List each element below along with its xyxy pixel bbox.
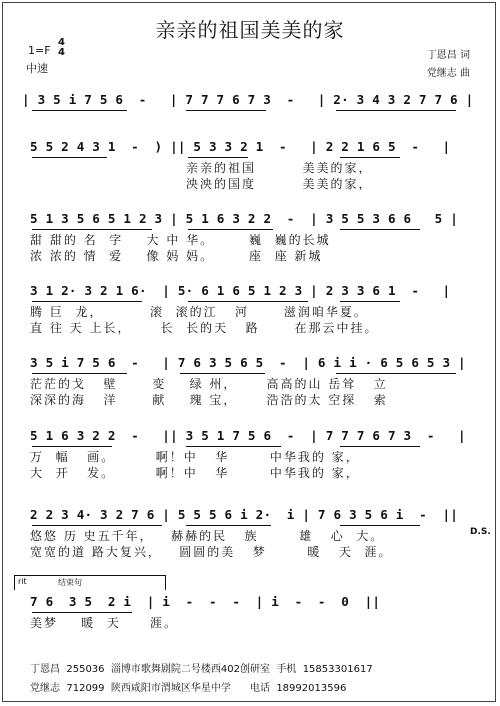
notation-line: 3 5 i 7 5 6 - | 7 6 3 5 6 5 - | 6 i i · 6 5 6 5 3 | — [30, 355, 466, 370]
footer-contact-composer: 党继志 712099 陕西咸阳市渭城区华星中学 电话 18992013596 — [30, 683, 347, 694]
beam-line — [32, 446, 112, 447]
beam-line — [32, 373, 127, 374]
notation-line: 5 1 6 3 2 2 - || 3 5 1 7 5 6 - | 7 7 7 6 7 3 - | — [30, 428, 466, 443]
beam-line — [336, 373, 456, 374]
beam-line — [32, 110, 127, 111]
beam-line — [336, 110, 456, 111]
beam-line — [180, 373, 265, 374]
beam-line — [186, 446, 281, 447]
lyric-verse-2: 大 开 发。 啊！中 华 中华我的 家， — [30, 466, 360, 480]
tempo-marking: 中速 — [26, 62, 48, 75]
lyric-verse-1: 悠悠 历 史五千年， 赫赫的民 族 雄 心 大。 — [30, 529, 385, 543]
notation-line: 7 6 3 5 2 i | i - - - | i - - 0 || — [30, 594, 381, 609]
beam-line — [186, 525, 271, 526]
notation-line: 5 5 2 4 3 1 - ) || 5 3 3 2 1 - | 2 2 1 6 5 - | — [30, 139, 451, 154]
lyric-verse-1: 腾 巨 龙， 滚 滚的江 河 滋润咱华夏。 — [30, 305, 368, 319]
time-signature-top: 4 — [58, 37, 65, 48]
rit-label: rit — [18, 577, 27, 586]
page-title: 亲亲的祖国美美的家 — [155, 18, 345, 42]
lyric-verse-2: 直 往 天 上长， 长 长的天 路 在那云中挂。 — [30, 321, 379, 335]
composer-credit: 党继志 曲 — [426, 68, 470, 79]
beam-line — [188, 229, 273, 230]
notation-line: | 3 5 i 7 5 6 - | 7 7 7 6 7 3 - | 2· 3 4 3 2 7 7 6 | — [22, 92, 474, 107]
beam-line — [32, 301, 142, 302]
beam-line — [340, 157, 400, 158]
lyric-verse-2: 泱泱的国度 美美的家， — [186, 177, 373, 191]
lyric-verse-2: 深深的海 洋 献 瑰 宝， 浩浩的太 空探 索 — [30, 393, 388, 407]
lyric-verse-1: 美梦 暖 天 涯。 — [30, 616, 178, 630]
beam-line — [340, 229, 420, 230]
lyric-verse-1: 茫茫的戈 壁 变 绿 州， 高高的山 岳耸 立 — [30, 377, 388, 391]
beam-line — [32, 612, 132, 613]
lyricist-credit: 丁恩昌 词 — [426, 50, 470, 61]
key-signature: 1=F — [28, 44, 51, 57]
footer-contact-lyricist: 丁恩昌 255036 淄博市歌舞剧院二号楼西402创研室 手机 15853301617 — [30, 664, 373, 675]
lyric-verse-1: 万 幅 画。 啊！中 华 中华我的 家， — [30, 450, 360, 464]
beam-line — [188, 157, 248, 158]
notation-line: 3 1 2· 3 2 1 6· | 5· 6 1 6 5 1 2 3 | 2 3 3 6 1 - | — [30, 283, 451, 298]
lyric-verse-1: 亲亲的祖国 美美的家， — [186, 161, 373, 175]
beam-line — [340, 446, 420, 447]
beam-line — [188, 301, 308, 302]
ds-mark: D.S. — [470, 527, 491, 537]
beam-line — [186, 110, 266, 111]
ending-label: 结束句 — [58, 578, 82, 587]
notation-line: 5 1 3 5 6 5 1 2 3 | 5 1 6 3 2 2 - | 3 5 5 3 6 6 5 | — [30, 211, 459, 226]
beam-line — [32, 157, 107, 158]
time-signature — [58, 38, 65, 58]
beam-line — [32, 525, 162, 526]
beam-line — [340, 525, 420, 526]
beam-line — [340, 301, 400, 302]
lyric-verse-2: 宽宽的道 路大复兴， 圆圆的美 梦 暖 天 涯。 — [30, 545, 393, 559]
notation-line: 2 2 3 4· 3 2 7 6 | 5 5 5 6 i 2· i | 7 6 3 5 6 i - || — [30, 507, 459, 522]
time-signature-bottom: 4 — [58, 47, 65, 58]
beam-line — [32, 229, 152, 230]
lyric-verse-2: 浓 浓的 情 爱 像 妈 妈。 座 座 新城 — [30, 249, 323, 263]
lyric-verse-1: 甜 甜的 名 字 大 中 华。 巍 巍的长城 — [30, 233, 331, 247]
ending-bracket — [14, 575, 166, 590]
